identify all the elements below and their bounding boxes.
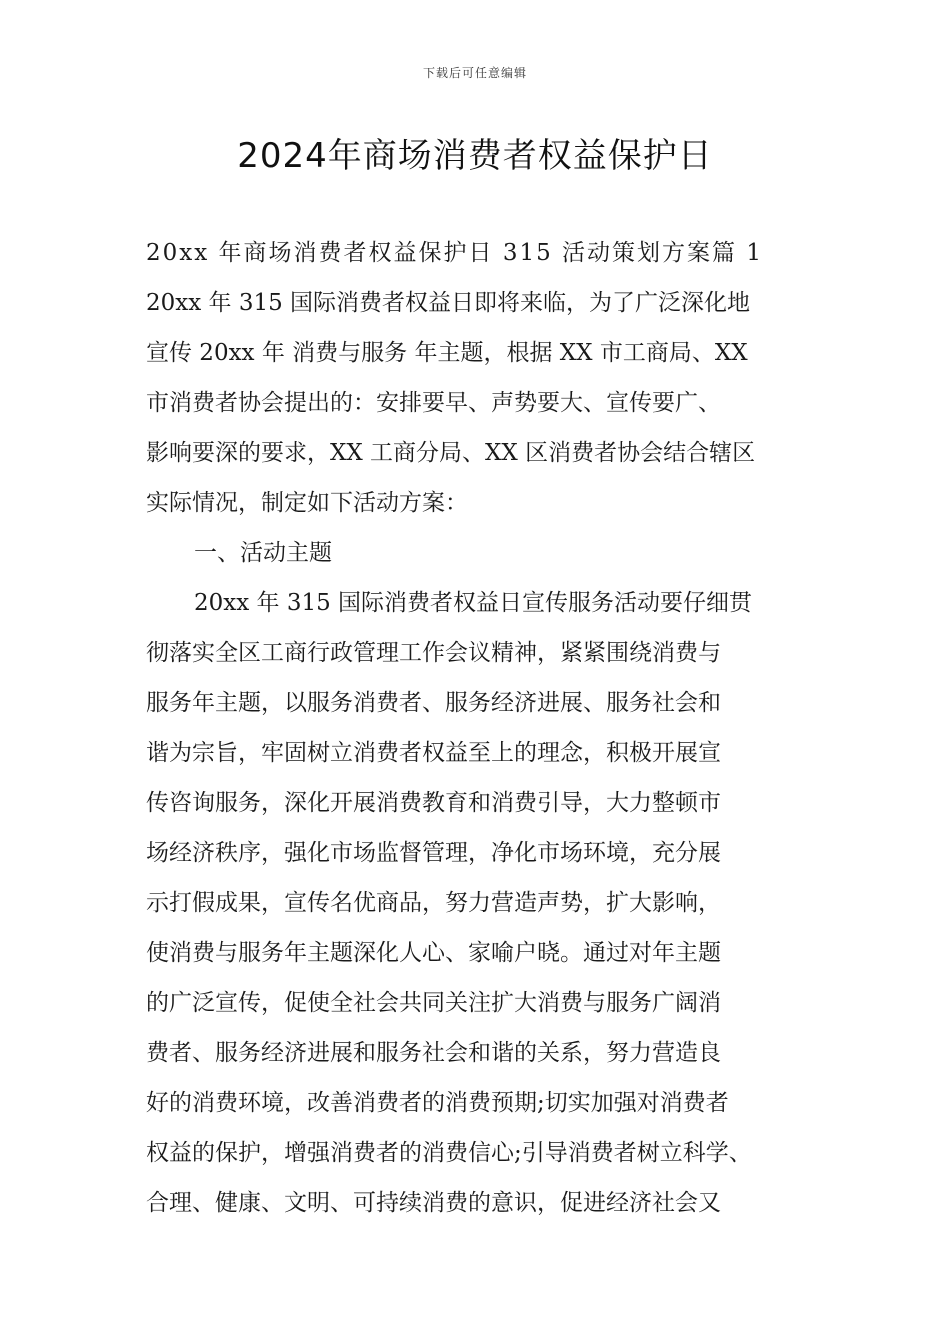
section-heading: 一、活动主题 <box>194 540 332 566</box>
body-line: 合理、健康、文明、可持续消费的意识，促进经济社会又 <box>146 1190 721 1216</box>
body-line: 服务年主题，以服务消费者、服务经济进展、服务社会和 <box>146 690 721 716</box>
body-line: 宣传 20xx 年 消费与服务 年主题，根据 XX 市工商局、XX <box>146 340 748 366</box>
body-line: 市消费者协会提出的：安排要早、声势要大、宣传要广、 <box>146 390 721 416</box>
body-line: 20xx 年 315 国际消费者权益日即将来临，为了广泛深化地 <box>146 290 751 316</box>
body-line: 费者、服务经济进展和服务社会和谐的关系，努力营造良 <box>146 1040 721 1066</box>
body-line: 20xx 年商场消费者权益保护日 315 活动策划方案篇 1 <box>146 240 763 266</box>
body-line: 谐为宗旨，牢固树立消费者权益至上的理念，积极开展宣 <box>146 740 721 766</box>
body-line: 场经济秩序，强化市场监督管理，净化市场环境，充分展 <box>146 840 721 866</box>
body-line: 彻落实全区工商行政管理工作会议精神，紧紧围绕消费与 <box>146 640 721 666</box>
body-line: 实际情况，制定如下活动方案： <box>146 490 468 516</box>
document-body <box>146 228 818 1228</box>
body-line: 传咨询服务，深化开展消费教育和消费引导，大力整顿市 <box>146 790 721 816</box>
body-line: 20xx 年 315 国际消费者权益日宣传服务活动要仔细贯 <box>194 590 753 616</box>
body-line: 好的消费环境，改善消费者的消费预期;切实加强对消费者 <box>146 1090 729 1116</box>
body-line: 示打假成果，宣传名优商品，努力营造声势，扩大影响， <box>146 890 721 916</box>
body-line: 使消费与服务年主题深化人心、家喻户晓。通过对年主题 <box>146 940 721 966</box>
body-line: 影响要深的要求，XX 工商分局、XX 区消费者协会结合辖区 <box>146 440 756 466</box>
body-line: 权益的保护，增强消费者的消费信心;引导消费者树立科学、 <box>146 1140 752 1166</box>
body-line: 的广泛宣传，促使全社会共同关注扩大消费与服务广阔消 <box>146 990 721 1016</box>
document-title: 2024年商场消费者权益保护日 <box>237 136 713 176</box>
download-note: 下载后可任意编辑 <box>422 66 527 80</box>
